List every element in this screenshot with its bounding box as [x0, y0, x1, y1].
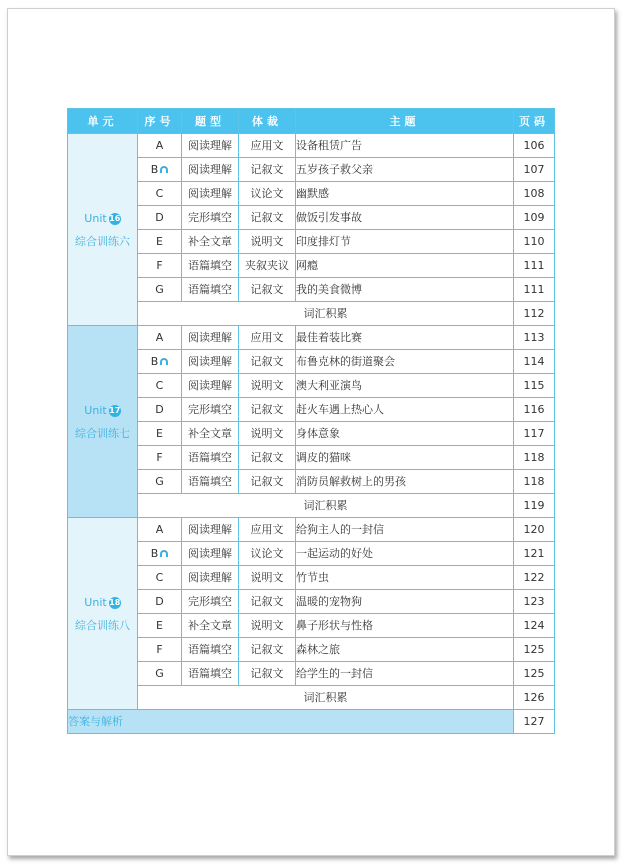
- vocab-label: 词汇积累: [138, 686, 514, 710]
- table-row[interactable]: [68, 638, 555, 662]
- num-text: C: [155, 379, 164, 392]
- cell-topic: 一起运动的好处: [296, 542, 514, 566]
- headphones-icon: [160, 166, 168, 173]
- cell-genre: 说明文: [239, 614, 296, 638]
- cell-topic: 森林之旅: [296, 638, 514, 662]
- cell-genre: 记叙文: [239, 590, 296, 614]
- num-text: C: [155, 571, 164, 584]
- answers-row[interactable]: [68, 710, 555, 734]
- cell-page: 111: [514, 278, 555, 302]
- cell-page: 109: [514, 206, 555, 230]
- cell-qtype: 语篇填空: [182, 278, 239, 302]
- table-row[interactable]: [68, 398, 555, 422]
- header-page: 页码: [514, 109, 555, 134]
- cell-genre: 说明文: [239, 422, 296, 446]
- cell-topic: 做饭引发事故: [296, 206, 514, 230]
- cell-topic: 澳大利亚演鸟: [296, 374, 514, 398]
- cell-qtype: 阅读理解: [182, 566, 239, 590]
- cell-page: 118: [514, 470, 555, 494]
- cell-num: [138, 422, 182, 446]
- cell-page: 116: [514, 398, 555, 422]
- num-text: G: [155, 283, 164, 296]
- num-text: D: [155, 211, 164, 224]
- cell-qtype: 补全文章: [182, 230, 239, 254]
- cell-genre: 记叙文: [239, 638, 296, 662]
- header-topic: 主题: [296, 109, 514, 134]
- cell-topic: 消防员解救树上的男孩: [296, 470, 514, 494]
- cell-topic: 五岁孩子救父亲: [296, 158, 514, 182]
- answers-label: 答案与解析: [68, 710, 514, 734]
- table-row[interactable]: [68, 326, 555, 350]
- cell-genre: 记叙文: [239, 206, 296, 230]
- cell-num: [138, 350, 182, 374]
- cell-topic: 我的美食微博: [296, 278, 514, 302]
- unit-number-badge-icon: 18: [109, 597, 121, 607]
- cell-num: [138, 518, 182, 542]
- cell-topic: 竹节虫: [296, 566, 514, 590]
- cell-page: 111: [514, 254, 555, 278]
- num-text: D: [155, 403, 164, 416]
- table-row[interactable]: [68, 566, 555, 590]
- num-text: C: [155, 187, 164, 200]
- table-row[interactable]: [68, 422, 555, 446]
- unit-label: Unit: [84, 211, 107, 225]
- num-text: E: [156, 619, 163, 632]
- cell-page: 122: [514, 566, 555, 590]
- cell-qtype: 阅读理解: [182, 374, 239, 398]
- cell-qtype: 语篇填空: [182, 254, 239, 278]
- num-text: G: [155, 475, 164, 488]
- cell-topic: 温暖的宠物狗: [296, 590, 514, 614]
- vocab-page: 119: [514, 494, 555, 518]
- num-text: A: [155, 331, 164, 344]
- cell-topic: 身体意象: [296, 422, 514, 446]
- unit-title: [68, 591, 137, 614]
- table-of-contents: [67, 108, 555, 734]
- cell-qtype: 阅读理解: [182, 326, 239, 350]
- cell-num: [138, 374, 182, 398]
- unit-cell: [68, 518, 138, 710]
- cell-genre: 应用文: [239, 326, 296, 350]
- cell-num: [138, 398, 182, 422]
- cell-num: [138, 206, 182, 230]
- table-row[interactable]: [68, 134, 555, 158]
- unit-name: 综合训练六: [75, 234, 130, 248]
- unit-cell: [68, 326, 138, 518]
- cell-page: 125: [514, 638, 555, 662]
- cell-page: 106: [514, 134, 555, 158]
- cell-topic: 给狗主人的一封信: [296, 518, 514, 542]
- cell-num: [138, 638, 182, 662]
- table-row[interactable]: [68, 182, 555, 206]
- vocab-row[interactable]: [68, 302, 555, 326]
- cell-page: 123: [514, 590, 555, 614]
- cell-qtype: 补全文章: [182, 614, 239, 638]
- cell-num: [138, 254, 182, 278]
- cell-topic: 网瘾: [296, 254, 514, 278]
- header-unit: 单元: [68, 109, 138, 134]
- num-text: B: [150, 547, 159, 560]
- cell-num: [138, 662, 182, 686]
- cell-genre: 应用文: [239, 518, 296, 542]
- cell-topic: 调皮的猫咪: [296, 446, 514, 470]
- header-row: [68, 109, 555, 134]
- cell-genre: 记叙文: [239, 158, 296, 182]
- num-text: D: [155, 595, 164, 608]
- cell-num: [138, 278, 182, 302]
- cell-page: 108: [514, 182, 555, 206]
- cell-topic: 印度排灯节: [296, 230, 514, 254]
- unit-number-badge-icon: 17: [109, 405, 121, 415]
- cell-genre: 夹叙夹议: [239, 254, 296, 278]
- num-text: B: [150, 355, 159, 368]
- unit-label: Unit: [84, 595, 107, 609]
- cell-num: [138, 470, 182, 494]
- cell-qtype: 完形填空: [182, 206, 239, 230]
- num-text: E: [156, 235, 163, 248]
- cell-genre: 说明文: [239, 566, 296, 590]
- table-row[interactable]: [68, 614, 555, 638]
- cell-genre: 记叙文: [239, 278, 296, 302]
- cell-num: [138, 542, 182, 566]
- cell-topic: 布鲁克林的街道聚会: [296, 350, 514, 374]
- cell-num: [138, 158, 182, 182]
- cell-topic: 赶火车遇上热心人: [296, 398, 514, 422]
- cell-qtype: 语篇填空: [182, 638, 239, 662]
- table-row[interactable]: [68, 662, 555, 686]
- cell-qtype: 补全文章: [182, 422, 239, 446]
- cell-page: 110: [514, 230, 555, 254]
- unit-title: [68, 207, 137, 230]
- table-row[interactable]: [68, 278, 555, 302]
- table-row[interactable]: [68, 158, 555, 182]
- cell-qtype: 完形填空: [182, 398, 239, 422]
- table-row[interactable]: [68, 542, 555, 566]
- header-num: 序号: [138, 109, 182, 134]
- table-row[interactable]: [68, 590, 555, 614]
- cell-page: 118: [514, 446, 555, 470]
- cell-num: [138, 230, 182, 254]
- num-text: F: [156, 643, 163, 656]
- cell-genre: 说明文: [239, 230, 296, 254]
- cell-genre: 议论文: [239, 542, 296, 566]
- num-text: F: [156, 259, 163, 272]
- table-row[interactable]: [68, 350, 555, 374]
- table-row[interactable]: [68, 230, 555, 254]
- cell-qtype: 语篇填空: [182, 662, 239, 686]
- headphones-icon: [160, 550, 168, 557]
- table-row[interactable]: [68, 470, 555, 494]
- cell-page: 114: [514, 350, 555, 374]
- cell-page: 115: [514, 374, 555, 398]
- vocab-label: 词汇积累: [138, 494, 514, 518]
- unit-name: 综合训练八: [75, 618, 130, 632]
- cell-genre: 议论文: [239, 182, 296, 206]
- vocab-row[interactable]: [68, 494, 555, 518]
- num-text: F: [156, 451, 163, 464]
- table-row[interactable]: [68, 374, 555, 398]
- cell-page: 113: [514, 326, 555, 350]
- cell-qtype: 语篇填空: [182, 470, 239, 494]
- cell-num: [138, 134, 182, 158]
- cell-qtype: 阅读理解: [182, 182, 239, 206]
- table-row[interactable]: [68, 518, 555, 542]
- unit-cell: [68, 134, 138, 326]
- cell-qtype: 阅读理解: [182, 134, 239, 158]
- num-text: A: [155, 139, 164, 152]
- unit-number-badge-icon: 16: [109, 213, 121, 223]
- cell-page: 120: [514, 518, 555, 542]
- cell-topic: 最佳着装比赛: [296, 326, 514, 350]
- table-row[interactable]: [68, 254, 555, 278]
- cell-num: [138, 182, 182, 206]
- cell-page: 107: [514, 158, 555, 182]
- cell-num: [138, 566, 182, 590]
- header-genre: 体裁: [239, 109, 296, 134]
- cell-genre: 应用文: [239, 134, 296, 158]
- cell-topic: 鼻子形状与性格: [296, 614, 514, 638]
- cell-genre: 记叙文: [239, 398, 296, 422]
- cell-genre: 记叙文: [239, 446, 296, 470]
- vocab-page: 126: [514, 686, 555, 710]
- cell-num: [138, 590, 182, 614]
- cell-num: [138, 326, 182, 350]
- unit-title: [68, 399, 137, 422]
- cell-qtype: 完形填空: [182, 590, 239, 614]
- cell-num: [138, 446, 182, 470]
- cell-genre: 记叙文: [239, 470, 296, 494]
- vocab-label: 词汇积累: [138, 302, 514, 326]
- table-row[interactable]: [68, 446, 555, 470]
- cell-genre: 记叙文: [239, 662, 296, 686]
- cell-genre: 记叙文: [239, 350, 296, 374]
- headphones-icon: [160, 358, 168, 365]
- cell-qtype: 阅读理解: [182, 542, 239, 566]
- cell-genre: 说明文: [239, 374, 296, 398]
- num-text: E: [156, 427, 163, 440]
- num-text: G: [155, 667, 164, 680]
- cell-qtype: 阅读理解: [182, 518, 239, 542]
- table-row[interactable]: [68, 206, 555, 230]
- cell-page: 121: [514, 542, 555, 566]
- cell-qtype: 阅读理解: [182, 350, 239, 374]
- num-text: A: [155, 523, 164, 536]
- vocab-page: 112: [514, 302, 555, 326]
- cell-qtype: 语篇填空: [182, 446, 239, 470]
- cell-topic: 设备租赁广告: [296, 134, 514, 158]
- answers-page: 127: [514, 710, 555, 734]
- num-text: B: [150, 163, 159, 176]
- cell-page: 117: [514, 422, 555, 446]
- cell-qtype: 阅读理解: [182, 158, 239, 182]
- cell-topic: 幽默感: [296, 182, 514, 206]
- header-qtype: 题型: [182, 109, 239, 134]
- cell-page: 124: [514, 614, 555, 638]
- cell-page: 125: [514, 662, 555, 686]
- cell-topic: 给学生的一封信: [296, 662, 514, 686]
- unit-label: Unit: [84, 403, 107, 417]
- vocab-row[interactable]: [68, 686, 555, 710]
- unit-name: 综合训练七: [75, 426, 130, 440]
- cell-num: [138, 614, 182, 638]
